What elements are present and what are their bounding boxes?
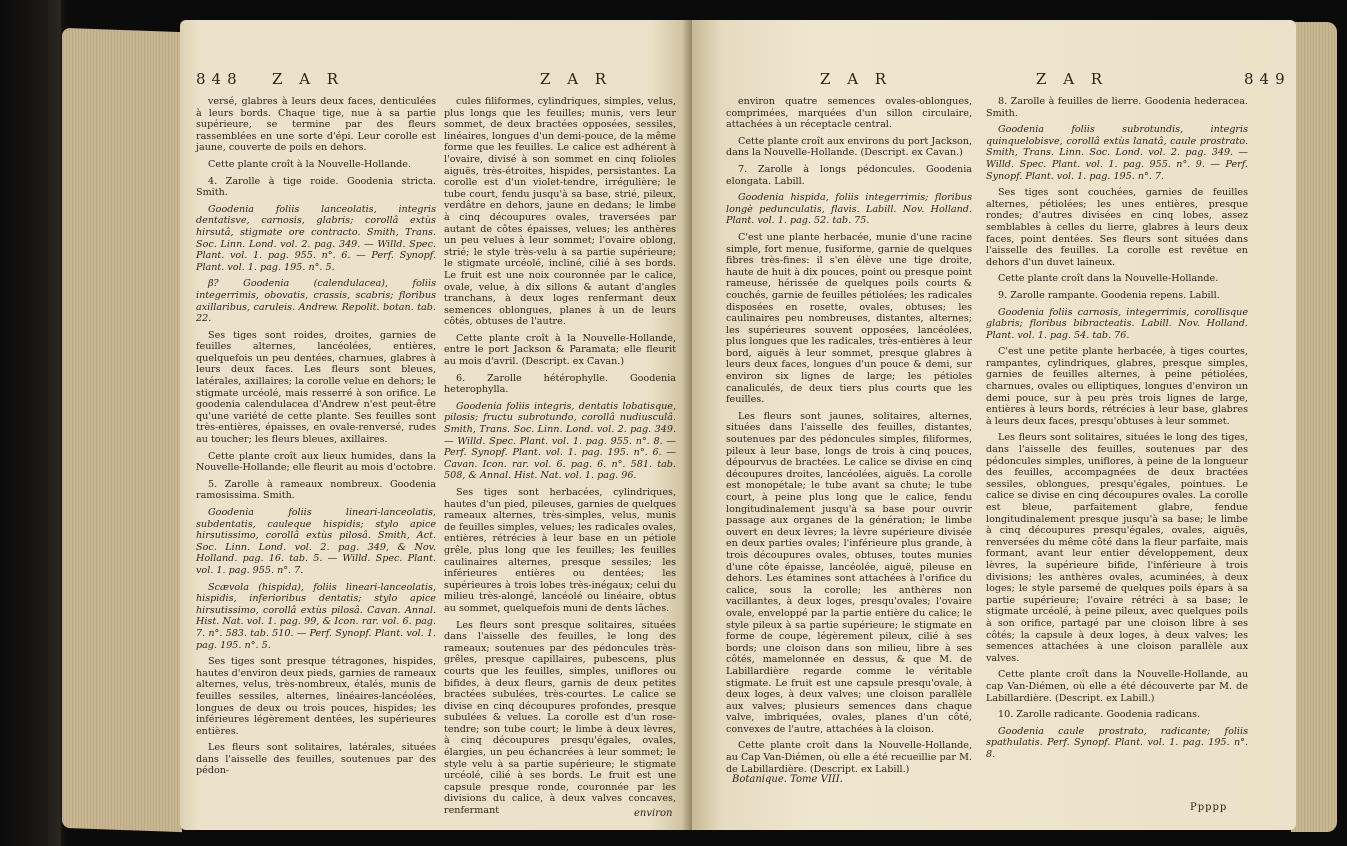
paragraph: Ses tiges sont roides, droites, garnies de feuilles alternes, lancéolées, entières, quelquefois un peu dentées, charnues, glabres à leurs deux faces. Les fleurs sont bleues, latérales, axillaires; la corolle velue en dehors; le stigmate urcéolé, mais resserré à son orifice. Le goodenia calendulacea d'Andrew n'est peut-être qu'une variété de cette plante. Ses feuilles sont très-entières, épaisses, en ovale-renversé, rudes au toucher; les fleurs bleues, axillaires. [196,329,436,446]
paragraph: 7. Zarolle à longs pédoncules. Goodenia elongata. Labill. [726,163,972,187]
left-page-number: 848 [196,70,243,88]
paragraph: Goodenia foliis subrotundis, integris quinquelobisve, corollâ extùs lanatâ, caule prostrato. Smith, Trans. Linn. Soc. Lond. vol. 2. pag. 349. — Willd. Spec. Plant. vol. 1. pag. 955. n°. 9. — Perf. Synopf. Plant. vol. 1. pag. 195. n°. 7. [986,124,1248,182]
paragraph: Cette plante croît dans la Nouvelle-Hollande, au cap Van-Diémen, où elle a été découverte par M. de Labillardière. (Descript. ex Labill.) [986,669,1248,704]
paragraph: β? Goodenia (calendulacea), foliis integerrimis, obovatis, crassis, scabris; floribus axillaribus, caruleis. Andrew. Repolit. botan. tab. 22. [196,278,436,325]
paragraph: Cette plante croît dans la Nouvelle-Hollande, au Cap Van-Diémen, où elle a été recueillie par M. de Labillardière. (Descript. ex Labill.) [726,740,972,775]
paragraph: 9. Zarolle rampante. Goodenia repens. Labill. [998,289,1220,301]
paragraph: Ses tiges sont couchées, garnies de feuilles alternes, pétiolées; les unes entières, presque rondes; d'autres divisées en cinq lobes, assez semblables à celles du lierre, glabres à leurs deux faces, point dentées. Ses fleurs sont situées dans l'aisselle des feuilles. La corolle est revêtue en dehors d'un duvet laineux. [986,187,1248,268]
left-running-head-1: Z A R [272,70,345,88]
left-column-1 [196,96,436,782]
right-page-edges [1291,22,1337,832]
paragraph: Cette plante croît à la Nouvelle-Hollande, entre le port Jackson & Paramata; elle fleurit au mois d'avril. (Descript. ex Cavan.) [444,332,676,368]
signature-mark: Ppppp [1190,802,1228,813]
paragraph: C'est une petite plante herbacée, à tiges courtes, rampantes, cylindriques, glabres, presque simples, garnies de feuilles alternes, à peine pétiolées, charnues, ovales ou elliptiques, longues d'environ un demi pouce, sur à peu près trois lignes de large, entières à leurs bords, rétrécies à leur base, glabres à leurs deux faces, presqu'obtuses à leur sommet. [986,346,1248,427]
paragraph: Goodenia caule prostrato, radicante; foliis spathulatis. Perf. Synopf. Plant. vol. 1. pag. 195. n°. 8. [986,725,1248,760]
paragraph: Goodenia foliis lineari-lanceolatis, subdentatis, cauleque hispidis; stylo apice hirsutissimo, corollâ extùs pilosâ. Smith, Act. Soc. Linn. Lond. vol. 2. pag. 349, & Nov. Holland. pag. 16. tab. 5. — Willd. Spec. Plant. vol. 1. pag. 955. n°. 7. [196,507,436,576]
paragraph: Goodenia foliis lanceolatis, integris dentatisve, carnosis, glabris; corollâ extùs hirsutâ, stigmate ore contracto. Smith, Trans. Soc. Linn. Lond. vol. 2. pag. 349. — Willd. Spec. Plant. vol. 1. pag. 955. n°. 6. — Perf. Synopf. Plant. vol. 1. pag. 195. n°. 5. [196,203,436,273]
left-page-edges [62,28,182,832]
paragraph: Les fleurs sont solitaires, situées le long des tiges, dans l'aisselle des feuilles, soutenues par des pédoncules simples, uniflores, à peine de la longueur des feuilles, accompagnées de deux bractées sessiles, oblongues, presqu'égales, pointues. Le calice se divise en cinq découpures ovales. La corolle est bleue, parfaitement glabre, fendue longitudinalement presque jusqu'à sa base; le limbe à cinq découpures presqu'égales, ovales, aiguës, renversées du même côté dans la fleur parfaite, mais formant, avant leur entier développement, deux lèvres, la supérieure bifide, l'inférieure à trois divisions; les anthères ovales, acuminées, à deux loges; le style parsemé de quelques poils épars à sa partie supérieure; l'ovaire rétréci à sa base; le stigmate urcéolé, à peine pileux, avec quelques poils à son orifice, partagé par une cloison libre à ses côtés; la capsule à deux loges, à deux valves; les semences attachées à une cloison parallèle aux valves. [986,432,1248,664]
right-column-1 [726,96,972,780]
paragraph: Cette plante croît aux environs du port Jackson, dans la Nouvelle-Hollande. (Descript. ex Cavan.) [726,135,972,159]
paragraph: Cette plante croît à la Nouvelle-Hollande. [208,158,412,170]
paragraph: Cette plante croît dans la Nouvelle-Hollande. [998,273,1219,285]
paragraph: environ quatre semences ovales-oblongues, comprimées, marquées d'un sillon circulaire, attachées à un réceptacle central. [726,96,972,131]
paragraph: Les fleurs sont solitaires, latérales, situées dans l'aisselle des feuilles, soutenues par des pédon- [196,742,436,777]
paragraph: Ses tiges sont herbacées, cylindriques, hautes d'un pied, pileuses, garnies de quelques rameaux alternes, très-simples, velus, munis de feuilles simples, velues; les radicales ovales, entières, rétrécies à leur base en un pétiole grêle, plus long que les feuilles; les feuilles caulinaires alternes, presque sessiles; les inférieures entières ou dentées; les supérieures à trois lobes très-inégaux; celui du milieu très-alongé, lancéolé ou linéaire, obtus au sommet, quelquefois muni de dents lâches. [444,487,676,614]
paragraph: versé, glabres à leurs deux faces, denticulées à leurs bords. Chaque tige, nue à sa partie supérieure, se termine par des fleurs rassemblées en une sorte d'épi. Leur corolle est jaune, couverte de poils en dehors. [196,96,436,154]
paragraph: 8. Zarolle à feuilles de lierre. Goodenia hederacea. Smith. [986,96,1248,119]
paragraph: C'est une plante herbacée, munie d'une racine simple, fort menue, fusiforme, garnie de quelques fibres très-fines: il s'en élève une tige droite, haute de huit à dix pouces, point ou presque point rameuse, hérissée de quelques poils courts & couchés, garnie de feuilles pétiolées; les radicales disposées en rosette, ovales, obtuses; les caulinaires peu nombreuses, distantes, alternes; les supérieures souvent opposées, lancéolées, plus longues que les radicales, très-entières à leur bord, aiguës à leur sommet, presque glabres à leurs deux faces, longues d'un pouce & demi, sur environ six lignes de large; les pétioles canaliculés, de deux tiers plus courts que les feuilles. [726,231,972,406]
right-page-number: 849 [1244,70,1291,88]
paragraph: cules filiformes, cylindriques, simples, velus, plus longs que les feuilles; munis, vers leur sommet, de deux bractées opposées, sessiles, linéaires, longues d'un demi-pouce, de la même forme que les feuilles. Le calice est adhérent à l'ovaire, divisé à son sommet en cinq folioles aiguës, très-étroites, hispides, persistantes. La corolle est d'un violet-tendre, irrégulière; le tube court, fendu jusqu'à sa base, strié, pileux, verdâtre en dehors, jaune en dedans; le limbe à cinq découpures ovales, traversées par autant de côtes épaisses, velues; les anthères un peu velues à leur sommet; l'ovaire oblong, strié; le style très-velu à sa partie supérieure; le stigmate urcéolé, incliné, cilié à ses bords. Le fruit est une noix couronnée par le calice, ovale, velue, à dix sillons & autant d'angles tranchans, à deux loges renfermant deux semences oblongues, planes à un de leurs côtés, obtuses de l'autre. [444,96,676,328]
paragraph: 5. Zarolle à rameaux nombreux. Goodenia ramosissima. Smith. [196,478,436,502]
left-running-head-2: Z A R [540,70,613,88]
paragraph: 10. Zarolle radicante. Goodenia radicans. [998,709,1201,721]
paragraph: Goodenia hispida, foliis integerrimis; floribus longè pedunculatis, flavis. Labill. Nov. Holland. Plant. vol. 1. pag. 52. tab. 75. [726,192,972,227]
right-column-2 [986,96,1248,765]
paragraph: Cette plante croît aux lieux humides, dans la Nouvelle-Hollande; elle fleurit au mois d'octobre. [196,450,437,474]
paragraph: Les fleurs sont jaunes, solitaires, alternes, situées dans l'aisselle des feuilles, distantes, soutenues par des pédoncules simples, filiformes, pileux à leur base, longs de trois à cinq pouces, dépourvus de bractées. Le calice se divise en cinq découpures droites, lancéolées, aiguës. La corolle est monopétale; le tube avant sa chute; le tube court, à peine plus long que le calice, fendu longitudinalement jusqu'à sa base pour ouvrir passage aux organes de la génération; le limbe ouvert en deux lèvres; la lèvre supérieure divisée en deux parties ovales; l'inférieure plus grande, à trois découpures ovales, obtuses, toutes munies d'une côte épaisse, lancéolée, aiguë, pileuse en dehors. Les étamines sont attachées à l'orifice du calice, sous la corolle; les anthères non vacillantes, à deux loges, presqu'ovales; l'ovaire ovale, enveloppé par la partie entière du calice; le style pileux à sa partie supérieure; le stigmate en forme de coupe, légèrement pileux, cilié à ses bords; une cloison dans son milieu, libre à ses côtés, mamelonnée en dessus, & que M. de Labillardière regarde comme le véritable stigmate. Le fruit est une capsule presqu'ovale, à deux loges, à deux valves; une cloison parallèle aux valves; plusieurs semences dans chaque valve, imbriquées, ovales, planes d'un côté, convexes de l'autre, attachées à la cloison. [726,410,972,735]
right-running-head-2: Z A R [1036,70,1109,88]
left-column-2 [444,96,676,822]
left-catchword: environ [634,808,673,819]
left-page [180,20,692,830]
paragraph: 6. Zarolle hétérophylle. Goodenia heterophylla. [444,372,676,396]
page-footer: Botanique. Tome VIII. [732,774,843,785]
paragraph: Ses tiges sont presque tétragones, hispides, hautes d'environ deux pieds, garnies de rameaux alternes, velus, très-nombreux, étalés, munis de feuilles sessiles, alternes, linéaires-lancéolées, longues de deux ou trois pouces, hispides; les inférieures légèrement dentées, les supérieures entières. [196,656,436,737]
paragraph: Goodenia foliis carnosis, integerrimis, corollisque glabris; floribus bibracteatis. Labill. Nov. Holland. Plant. vol. 1. pag. 54. tab. 76. [986,306,1248,341]
right-running-head-1: Z A R [820,70,893,88]
paragraph: Scævola (hispida), foliis lineari-lanceolatis, hispidis, inferioribus dentatis; stylo apice hirsutissimo, corollâ extùs pilosâ. Cavan. Annal. Hist. Nat. vol. 1. pag. 99, & Icon. rar. vol. 6. pag. 7. n°. 583. tab. 510. — Perf. Synopf. Plant. vol. 1. pag. 195. n°. 5. [196,581,436,651]
paragraph: 4. Zarolle à tige roide. Goodenia stricta. Smith. [196,175,436,199]
right-page [692,20,1296,830]
paragraph: Goodenia foliis integris, dentatis lobatisque, pilosis; fructu subrotundo, corollâ nudiusculâ. Smith, Trans. Soc. Linn. Lond. vol. 2. pag. 349. — Willd. Spec. Plant. vol. 1. pag. 955. n°. 8. — Perf. Synopf. Plant. vol. 1. pag. 195. n°. 6. — Cavan. Icon. rar. vol. 6. pag. 6. n°. 581. tab. 508, & Annal. Hist. Nat. vol. 1. pag. 96. [444,400,676,482]
paragraph: Les fleurs sont presque solitaires, situées dans l'aisselle des feuilles, le long des rameaux; soutenues par des pédoncules très-grêles, presque capillaires, pubescens, plus courts que les feuilles, simples, uniflores ou bifides, à deux fleurs, garnis de deux petites bractées subulées, très-courtes. Le calice se divise en cinq découpures profondes, presque subulées & velues. La corolle est d'un rose-tendre; son tube court; le limbe à deux lèvres, à cinq découpures presqu'égales, ovales, élargies, un peu échancrées à leur sommet; le style velu à sa partie supérieure; le stigmate urcéolé, cilié à ses bords. Le fruit est une capsule presque ronde, couronnée par les divisions du calice, à deux valves concaves, renfermant [444,619,676,817]
